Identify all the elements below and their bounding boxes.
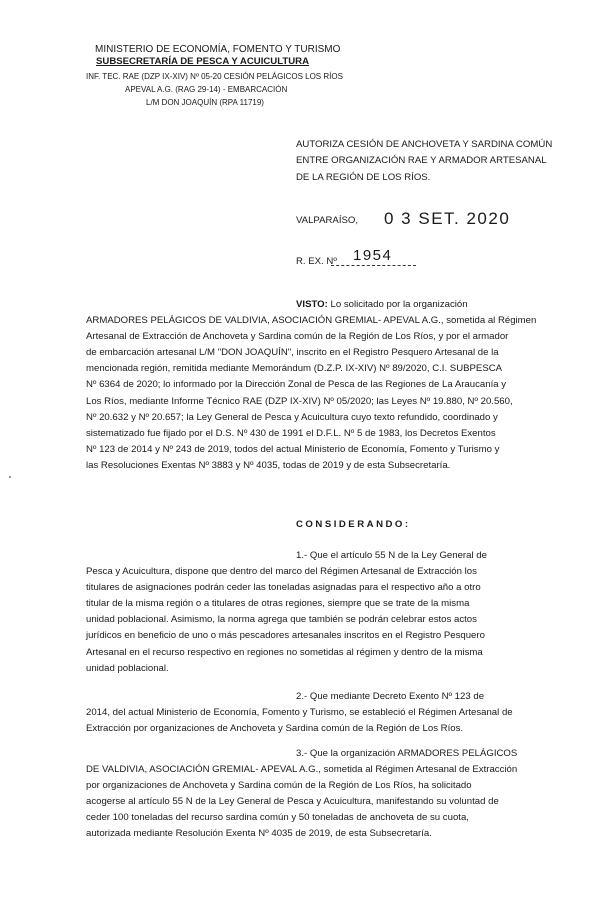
resolution-number: 1954	[353, 247, 393, 264]
visto-first-line	[86, 297, 520, 313]
considerando-paragraph-2	[86, 689, 520, 737]
title-line: ENTRE ORGANIZACIÓN RAE Y ARMADOR ARTESANAL	[296, 155, 547, 167]
paragraph-line: DE VALDIVIA, ASOCIACIÓN GREMIAL- APEVAL A.G., sometida al Régimen Artesanal de Extracción	[86, 764, 518, 776]
visto-line: Nº 123 de 2014 y Nº 243 de 2019, todos del actual Ministerio de Economía, Fomento y Turismo y	[86, 443, 500, 455]
visto-line: de embarcación artesanal L/M "DON JOAQUÍN", inscrito en el Registro Pesquero Artesanal de la	[86, 347, 499, 359]
paragraph-line: titulares de asignaciones podrán ceder las toneladas asignadas para el respectivo año a otro	[86, 582, 481, 594]
paragraph-line: 1.- Que el artículo 55 N de la Ley General de	[296, 550, 487, 561]
paragraph-line: unidad poblacional. Asimismo, la norma agrega que también se podrán celebrar estos actos	[86, 614, 477, 626]
visto-line: Nº 20.632 y Nº 20.657; la Ley General de Pesca y Acuicultura cuyo texto refundido, coordinado y	[86, 411, 498, 423]
resolution-number-line	[331, 265, 416, 266]
visto-line: Nº 6364 de 2020; lo informado por la Dirección Zonal de Pesca de las Regiones de La Araucanía y	[86, 379, 507, 391]
paragraph-line: acogerse al artículo 55 N de la Ley General de Pesca y Acuicultura, manifestando su voluntad de	[86, 796, 499, 808]
visto-section	[86, 297, 537, 474]
visto-line: Artesanal de Extracción de Anchoveta y Sardina común de la Región de Los Ríos, y por el armador	[86, 331, 509, 343]
paragraph-line: por organizaciones de Anchoveta y Sardina común de la Región de Los Ríos, ha solicitado	[86, 780, 472, 792]
title-line: DE LA REGIÓN DE LOS RÍOS.	[296, 171, 431, 183]
visto-label: VISTO:	[296, 299, 328, 310]
resolution-title	[296, 137, 566, 186]
reference-line-3: L/M DON JOAQUÍN (RPA 11719)	[146, 98, 264, 107]
visto-line: ARMADORES PELÁGICOS DE VALDIVIA, ASOCIACIÓN GREMIAL- APEVAL A.G., sometida al Régimen	[86, 315, 537, 327]
visto-line: mencionada región, remitida mediante Memorándum (D.Z.P. IX-XIV) Nº 89/2020, C.I. SUBPESCA	[86, 363, 503, 375]
subsecretaria-name: SUBSECRETARÍA DE PESCA Y ACUICULTURA	[96, 56, 310, 67]
paragraph-line: Pesca y Acuicultura, dispone que dentro del marco del Régimen Artesanal de Extracción los	[86, 566, 477, 578]
reference-line-2: APEVAL A.G. (RAG 29-14) - EMBARCACIÓN	[125, 85, 288, 94]
considerando-heading: CONSIDERANDO:	[296, 519, 411, 530]
considerando-paragraph-1	[86, 548, 520, 677]
paragraph-line: 2014, del actual Ministerio de Economía, Fomento y Turismo, se estableció el Régimen Artesanal de	[86, 707, 513, 719]
ministry-name: MINISTERIO DE ECONOMÍA, FOMENTO Y TURISMO	[95, 44, 341, 55]
title-line: AUTORIZA CESIÓN DE ANCHOVETA Y SARDINA COMÚN	[296, 139, 553, 150]
resolution-number-label: R. EX. Nº	[296, 256, 337, 267]
reference-line-1: INF. TEC. RAE (DZP IX-XIV) Nº 05-20 CESIÓN PELÁGICOS LOS RÍOS	[86, 72, 343, 81]
scan-speck	[9, 476, 11, 478]
visto-line: Los Ríos, mediante Informe Técnico RAE (DZP IX-XIV) Nº 05/2020; las Leyes Nº 19.880, Nº 20.560,	[86, 395, 513, 407]
paragraph-line: jurídicos en beneficio de uno o más pescadores artesanales inscritos en el Registro Pesquero	[86, 630, 485, 642]
paragraph-line: unidad poblacional.	[86, 662, 169, 674]
visto-line: las Resoluciones Exentas Nº 3883 y Nº 4035, todas de 2019 y de esta Subsecretaría.	[86, 459, 451, 471]
paragraph-line: ceder 100 toneladas del recurso sardina común y 50 toneladas de anchoveta de su cuota,	[86, 812, 469, 824]
considerando-paragraph-3	[86, 746, 520, 843]
place-label: VALPARAÍSO,	[296, 215, 359, 226]
paragraph-line: Extracción por organizaciones de Anchoveta y Sardina común de la Región de Los Ríos.	[86, 723, 464, 735]
paragraph-line: titular de la misma región o a titulares de otras regiones, siempre que se trate de la misma	[86, 598, 470, 610]
paragraph-line: autorizada mediante Resolución Exenta Nº 4035 de 2019, de esta Subsecretaría.	[86, 828, 432, 840]
visto-line: sistematizado fue fijado por el D.S. Nº 430 de 1991 el D.F.L. Nº 5 de 1983, los Decretos Exentos	[86, 427, 496, 439]
stamped-date: 0 3 SET. 2020	[384, 209, 511, 228]
paragraph-line: 2.- Que mediante Decreto Exento Nº 123 de	[296, 691, 485, 702]
paragraph-line: 3.- Que la organización ARMADORES PELÁGICOS	[296, 748, 518, 759]
paragraph-line: Artesanal en el recurso respectivo en regiones no sometidas al régimen y dentro de la misma	[86, 646, 483, 658]
visto-line: Lo solicitado por la organización	[330, 299, 468, 310]
